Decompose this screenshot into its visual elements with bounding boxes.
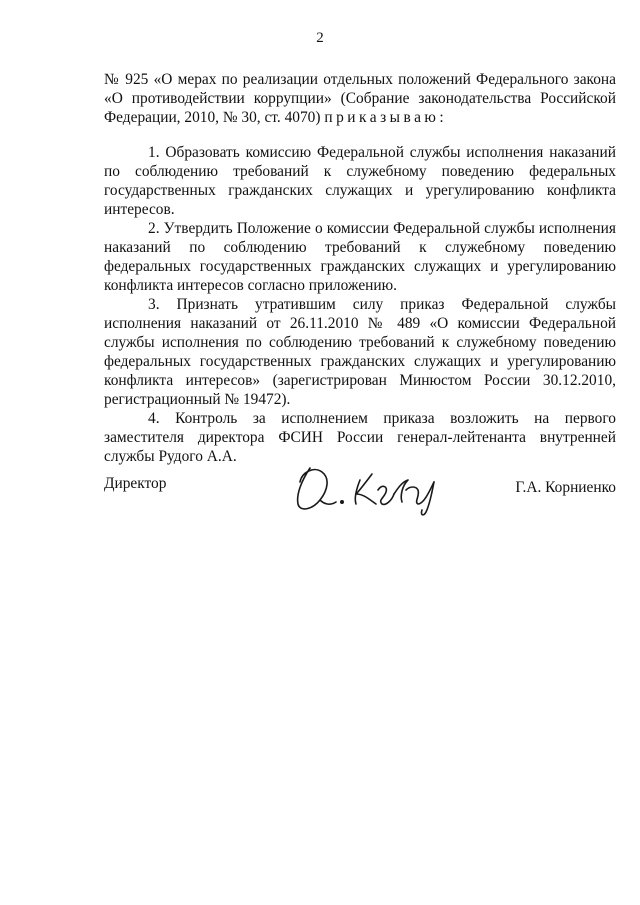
signatory-name: Г.А. Корниенко [515, 479, 616, 496]
page-number: 2 [316, 30, 324, 46]
order-word: приказываю: [324, 109, 448, 126]
signatory-title: Директор [104, 475, 167, 492]
order-item-4: 4. Контроль за исполнением приказа возложить на первого заместителя директора ФСИН России генерал-лейтенанта внутренней службы Рудого А.А. [104, 410, 616, 465]
intro-text: № 925 «О мерах по реализации отдельных положений Федерального закона «О противодействии коррупции» (Собрание законодательства Российской Федерации, 2010, № 30, ст. 4070) [104, 71, 616, 126]
handwritten-signature [290, 460, 460, 518]
signature-block [104, 470, 616, 530]
document-body [104, 70, 616, 466]
intro-paragraph [104, 70, 616, 127]
order-item-1: 1. Образовать комиссию Федеральной службы исполнения наказаний по соблюдению требований к служебному поведению федеральных государственных гражданских служащих и урегулированию конфликта интересов. [104, 144, 616, 218]
order-item-2: 2. Утвердить Положение о комиссии Федеральной службы исполнения наказаний по соблюдению требований к служебному поведению федеральных государственных гражданских служащих и урегулированию конфликта интересов согласно приложению. [104, 220, 616, 294]
order-item-3: 3. Признать утратившим силу приказ Федеральной службы исполнения наказаний от 26.11.2010 № 489 «О комиссии Федеральной службы исполнения по соблюдению требований к служебному поведению федеральных государственных гражданских служащих и урегулированию конфликта интересов» (зарегистрирован Минюстом России 30.12.2010, регистрационный № 19472). [104, 296, 616, 408]
